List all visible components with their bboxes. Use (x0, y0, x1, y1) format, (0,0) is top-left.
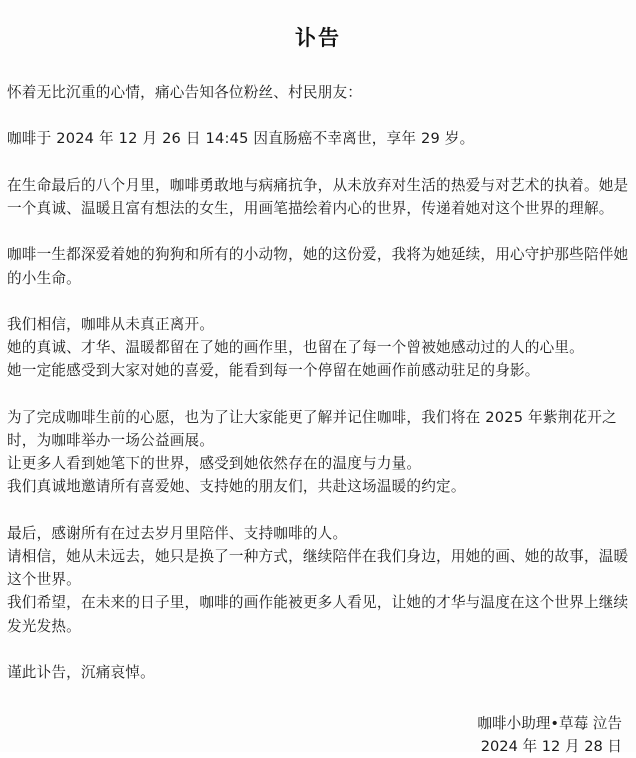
paragraph-exhibition (7, 406, 631, 499)
signoff-block (322, 712, 622, 758)
paragraph-announcement (7, 127, 631, 150)
paragraph-greeting (7, 81, 631, 104)
paragraph-animals (7, 243, 631, 289)
paragraph-closing (7, 661, 631, 684)
paragraph-line: 让更多人看到她笔下的世界，感受到她依然存在的温度与力量。 (7, 455, 422, 473)
paragraph-line: 我们希望，在未来的日子里，咖啡的画作能被更多人看见，让她的才华与温度在这个世界上继续发光发热。 (7, 594, 629, 635)
paragraph-thanks (7, 522, 631, 638)
paragraph-line: 她一定能感受到大家对她的喜爱，能看到每一个停留在她画作前感动驻足的身影。 (7, 362, 540, 380)
signature: 咖啡小助理•草莓 泣告 (477, 715, 622, 732)
paragraph-line: 谨此讣告，沉痛哀悼。 (7, 663, 155, 681)
paragraph-line: 最后，感谢所有在过去岁月里陪伴、支持咖啡的人。 (7, 524, 348, 542)
page-title: 讣告 (295, 26, 341, 50)
paragraph-line: 为了完成咖啡生前的心愿，也为了让大家能更了解并记住咖啡，我们将在 2025 年紫荆花开之时，为咖啡举办一场公益画展。 (7, 408, 617, 449)
paragraph-line: 请相信，她从未远去，她只是换了一种方式，继续陪伴在我们身边，用她的画、她的故事，温暖这个世界。 (7, 547, 629, 589)
paragraph-line: 咖啡一生都深爱着她的狗狗和所有的小动物，她的这份爱，我将为她延续，用心守护那些陪伴她的小生命。 (7, 246, 629, 287)
paragraph-belief (7, 313, 631, 383)
paragraph-line: 我们真诚地邀请所有喜爱她、支持她的朋友们，共赴这场温暖的约定。 (7, 478, 466, 496)
paragraph-line: 她的真诚、才华、温暖都留在了她的画作里，也留在了每一个曾被她感动过的人的心里。 (7, 339, 584, 357)
paragraph-line: 我们相信，咖啡从未真正离开。 (7, 315, 215, 333)
paragraph-line: 咖啡于 2024 年 12 月 26 日 14:45 因直肠癌不幸离世，享年 29 岁。 (7, 130, 475, 148)
obituary-body (7, 81, 631, 707)
signoff-date: 2024 年 12 月 28 日 (480, 738, 622, 755)
paragraph-struggle (7, 174, 631, 220)
paragraph-line: 怀着无比沉重的心情，痛心告知各位粉丝、村民朋友： (7, 84, 363, 101)
paragraph-line: 在生命最后的八个月里，咖啡勇敢地与病痛抗争，从未放弃对生活的热爱与对艺术的执着。她是一个真诚、温暖且富有想法的女生，用画笔描绘着内心的世界，传递着她对这个世界的理解。 (7, 176, 629, 217)
